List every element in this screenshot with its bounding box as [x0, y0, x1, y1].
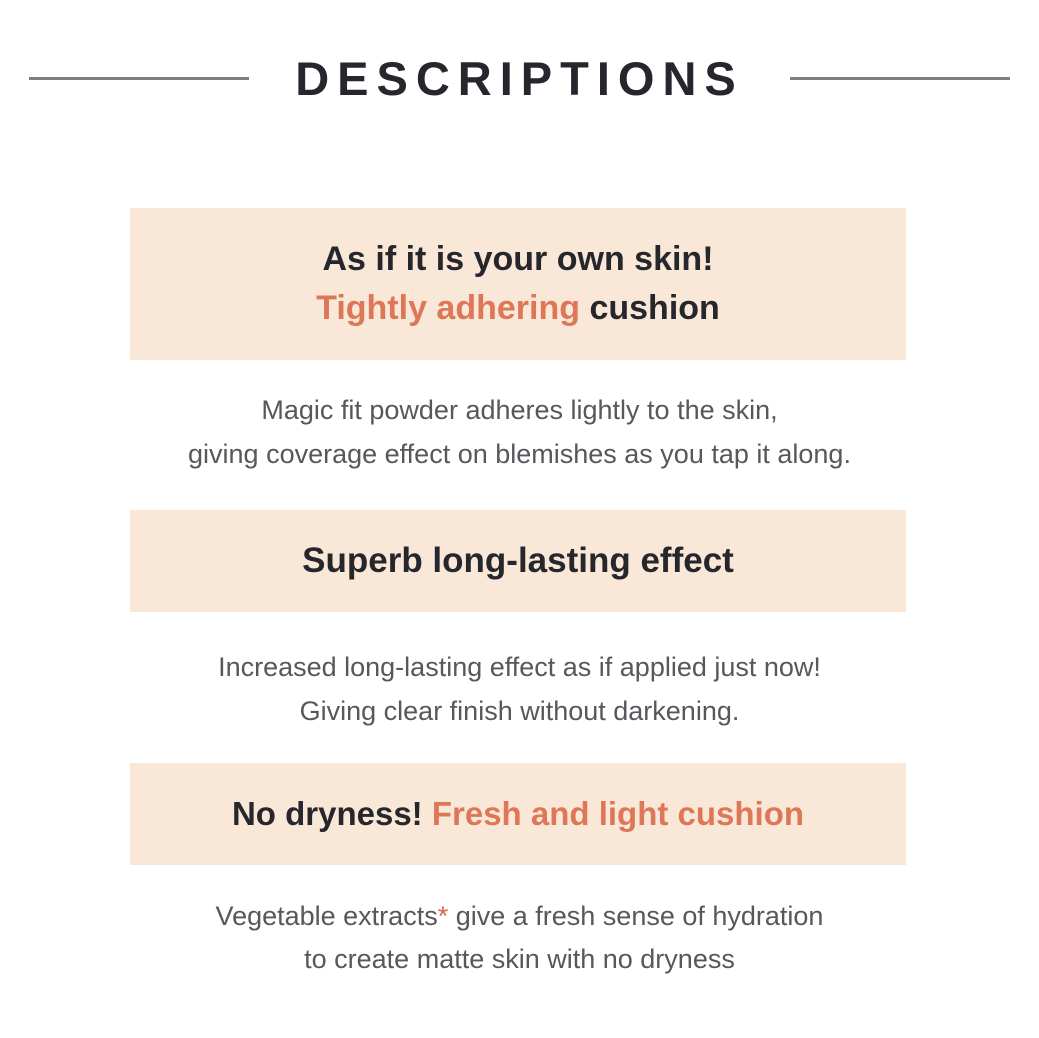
section-1-banner-line-1	[322, 235, 713, 284]
section-1-banner	[130, 208, 906, 360]
section-1-body	[0, 388, 1039, 476]
section-1-banner-line-1-text: As if it is your own skin!	[322, 240, 714, 278]
section-1-body-line-2: giving coverage effect on blemishes as you tap it along.	[188, 439, 851, 469]
section-2-body-line-2: Giving clear finish without darkening.	[299, 696, 740, 726]
title-rule-left	[29, 77, 249, 80]
section-3-body-post-text: give a fresh sense of hydration	[448, 901, 824, 931]
section-3-body-line-2: to create matte skin with no dryness	[304, 944, 735, 974]
section-1-banner-line-2	[316, 284, 720, 333]
title-rule-right	[790, 77, 1010, 80]
section-3-body-pre-text: Vegetable extracts	[215, 901, 438, 931]
section-3-banner-dark-text: No dryness!	[231, 795, 423, 832]
section-2-body	[0, 645, 1039, 733]
section-2-banner-line-1: Superb long-lasting effect	[302, 541, 734, 580]
section-1-body-line-1: Magic fit powder adheres lightly to the skin,	[261, 395, 778, 425]
section-2-banner	[130, 510, 906, 612]
header	[0, 50, 1039, 106]
page-title: DESCRIPTIONS	[295, 51, 744, 105]
section-2-body-line-1: Increased long-lasting effect as if applied just now!	[218, 652, 821, 682]
section-3-banner	[130, 763, 906, 865]
asterisk-mark: *	[437, 901, 449, 931]
section-1-banner-rest-text: cushion	[580, 289, 720, 327]
section-3-body	[0, 895, 1039, 981]
section-1-banner-accent-text: Tightly adhering	[316, 289, 581, 327]
section-3-banner-line-1	[232, 794, 804, 834]
section-3-banner-accent-text: Fresh and light cushion	[422, 795, 805, 832]
section-3-body-line-1	[0, 895, 1039, 938]
